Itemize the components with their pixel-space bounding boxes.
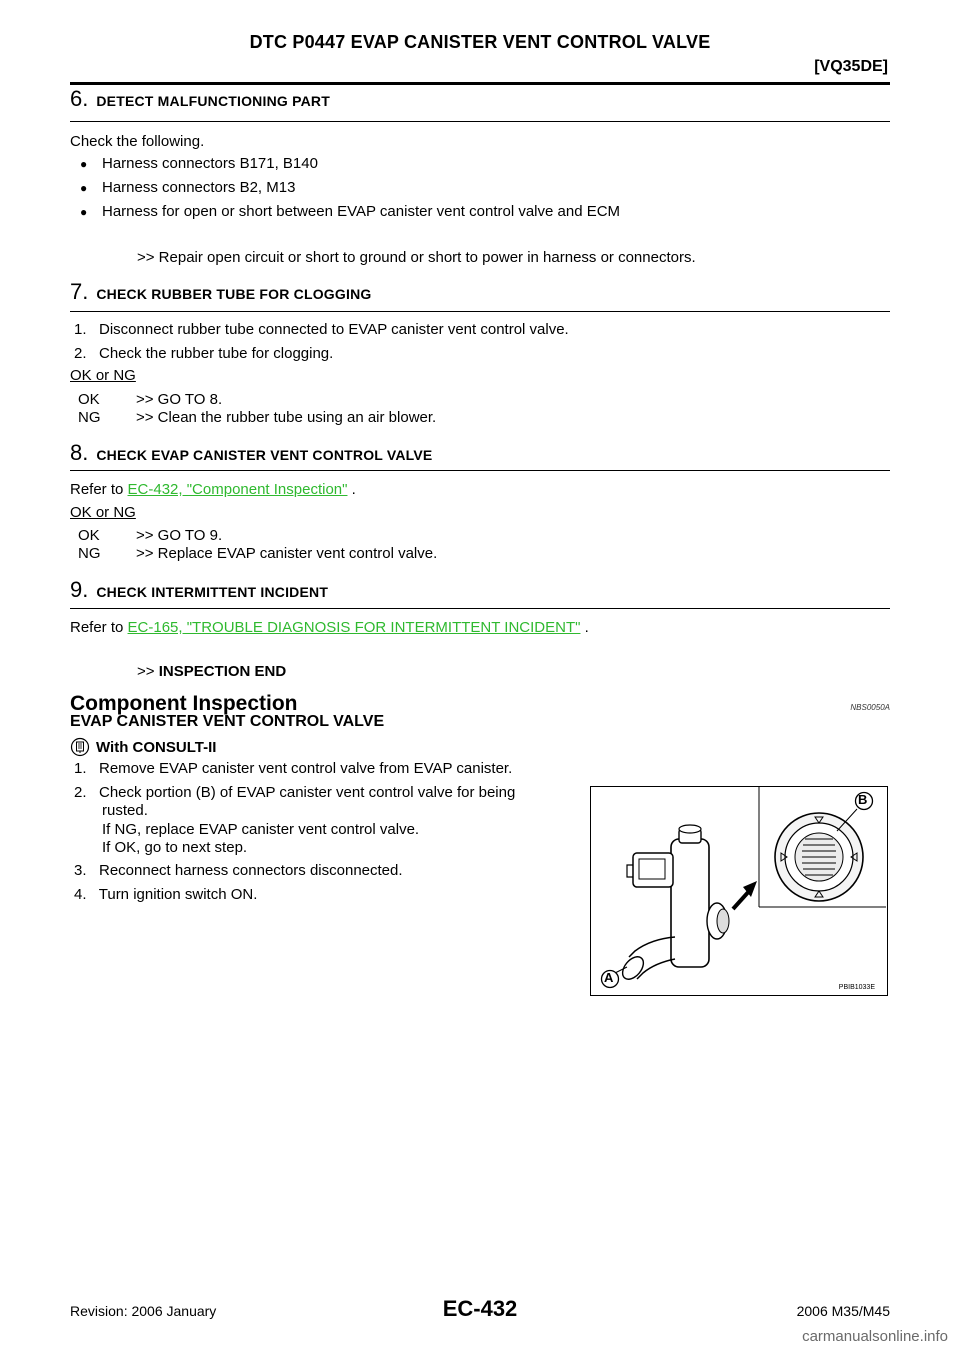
callout-b: B — [858, 792, 868, 807]
step-title: CHECK EVAP CANISTER VENT CONTROL VALVE — [96, 447, 433, 463]
step-title: DETECT MALFUNCTIONING PART — [96, 93, 330, 109]
list-item: ● Harness connectors B171, B140 — [80, 155, 318, 172]
refer-line: Refer to EC-165, "TROUBLE DIAGNOSIS FOR INTERMITTENT INCIDENT" . — [70, 619, 589, 636]
revision-date: Revision: 2006 January — [70, 1303, 217, 1319]
step-rule — [70, 311, 890, 312]
list-item: 4. Turn ignition switch ON. — [74, 886, 258, 903]
list-item: 2. Check portion (B) of EVAP canister vent control valve for being — [74, 784, 516, 801]
step-number: 6. — [70, 86, 89, 111]
step-number: 8. — [70, 440, 89, 465]
refer-line: Refer to EC-432, "Component Inspection" . — [70, 481, 356, 498]
section-code: NBS0050A — [850, 703, 890, 712]
watermark: carmanualsonline.info — [802, 1328, 948, 1345]
step-result: >> INSPECTION END — [137, 663, 287, 680]
step-title: CHECK INTERMITTENT INCIDENT — [96, 584, 329, 600]
step-8-heading — [70, 442, 890, 464]
bullet-icon: ● — [80, 205, 88, 219]
step-6-heading — [70, 88, 890, 110]
callout-a: A — [604, 970, 614, 985]
intermittent-incident-link[interactable]: EC-165, "TROUBLE DIAGNOSIS FOR INTERMITTENT INCIDENT" — [127, 619, 581, 636]
list-item-continuation: If NG, replace EVAP canister vent control valve. — [102, 821, 420, 838]
step-number: 9. — [70, 577, 89, 602]
valve-illustration — [590, 786, 888, 996]
page-number: EC-432 — [442, 1296, 518, 1321]
decision-ng: NG >> Replace EVAP canister vent control valve. — [78, 545, 438, 562]
decision-ok: OK >> GO TO 9. — [78, 527, 223, 544]
check-intro: Check the following. — [70, 133, 205, 150]
step-7-heading — [70, 281, 890, 303]
section-title: Component Inspection — [70, 692, 298, 715]
decision-ng: NG >> Clean the rubber tube using an air blower. — [78, 409, 437, 426]
header-rule — [70, 82, 890, 85]
list-item: 3. Reconnect harness connectors disconnected. — [74, 862, 403, 879]
list-item: 2. Check the rubber tube for clogging. — [74, 345, 334, 362]
list-item: 1. Remove EVAP canister vent control valve from EVAP canister. — [74, 760, 513, 777]
bullet-icon: ● — [80, 157, 88, 171]
ok-or-ng-label: OK or NG — [70, 367, 136, 384]
consult-heading: With CONSULT-II — [70, 737, 216, 757]
page-title: DTC P0447 EVAP CANISTER VENT CONTROL VALVE — [249, 32, 711, 52]
list-item: ● Harness for open or short between EVAP canister vent control valve and ECM — [80, 203, 621, 220]
engine-code: [VQ35DE] — [814, 58, 888, 75]
list-item: 1. Disconnect rubber tube connected to EVAP canister vent control valve. — [74, 321, 569, 338]
step-number: 7. — [70, 279, 89, 304]
consult-icon — [70, 737, 90, 757]
step-title: CHECK RUBBER TUBE FOR CLOGGING — [96, 286, 372, 302]
step-9-heading — [70, 579, 890, 601]
figure-code: PBIB1033E — [838, 984, 875, 991]
decision-ok: OK >> GO TO 8. — [78, 391, 223, 408]
step-result: >> Repair open circuit or short to ground or short to power in harness or connectors. — [137, 249, 696, 266]
component-inspection-link[interactable]: EC-432, "Component Inspection" — [127, 481, 348, 498]
step-rule — [70, 470, 890, 471]
list-item-continuation: If OK, go to next step. — [102, 839, 248, 856]
step-rule — [70, 121, 890, 122]
step-rule — [70, 608, 890, 609]
bullet-icon: ● — [80, 181, 88, 195]
subsection-title: EVAP CANISTER VENT CONTROL VALVE — [70, 713, 385, 730]
list-item: ● Harness connectors B2, M13 — [80, 179, 296, 196]
model-name: 2006 M35/M45 — [796, 1303, 890, 1319]
list-item-continuation: rusted. — [102, 802, 148, 819]
ok-or-ng-label: OK or NG — [70, 504, 136, 521]
